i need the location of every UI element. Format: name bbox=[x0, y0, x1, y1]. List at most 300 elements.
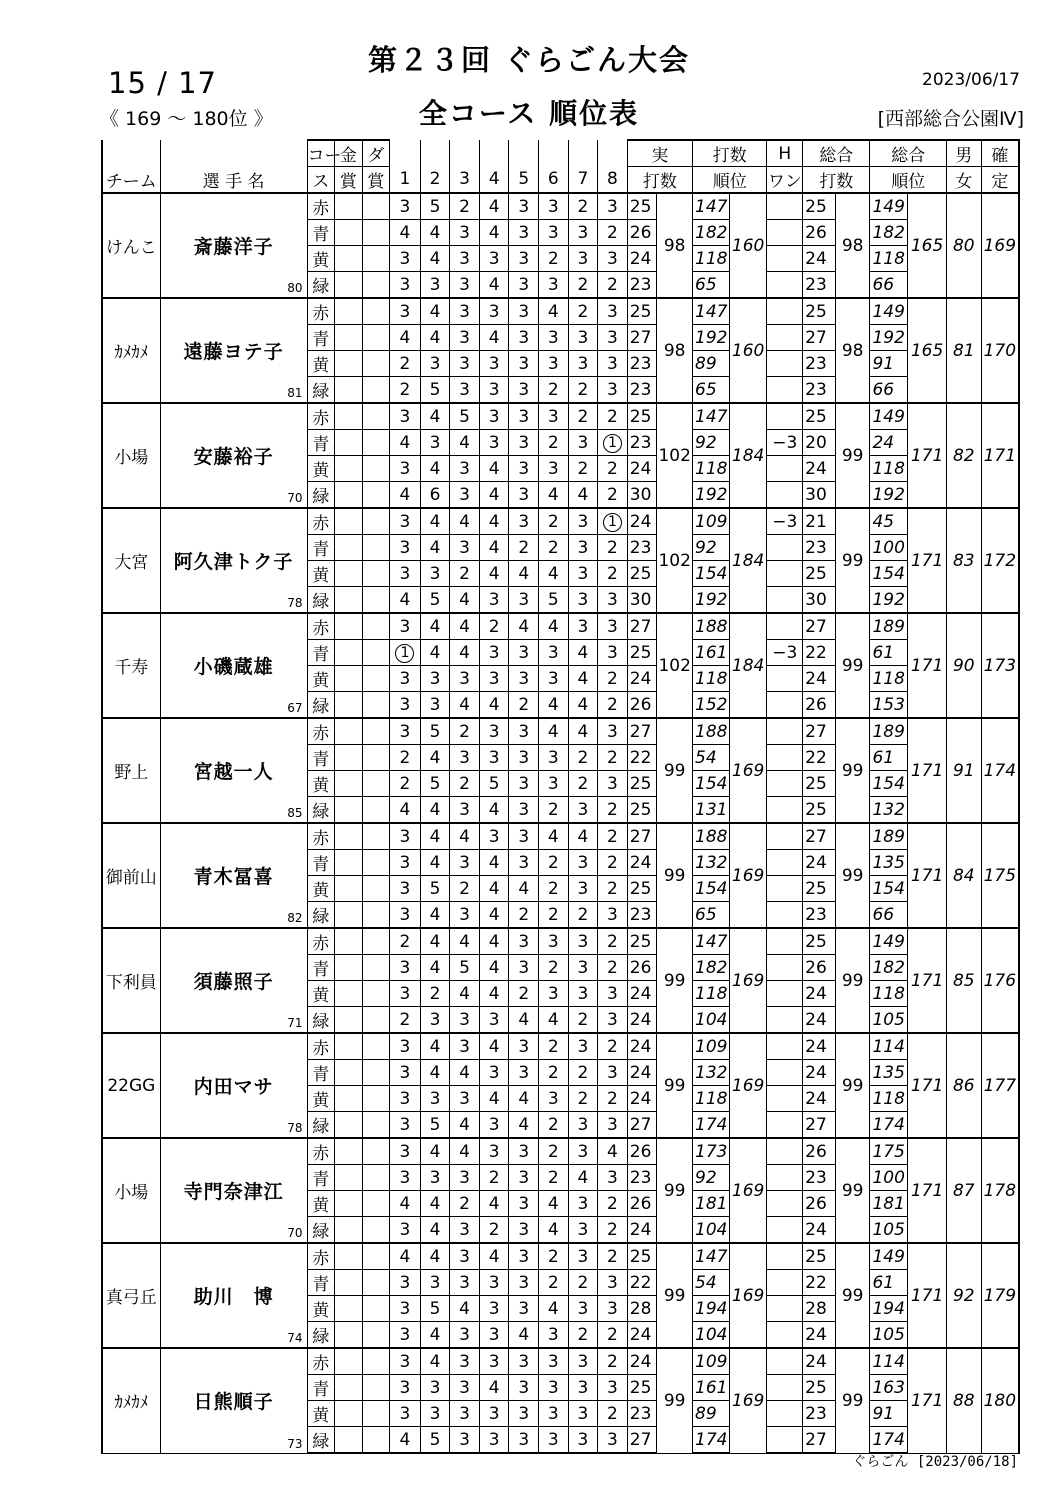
hole-score: 3 bbox=[518, 301, 530, 322]
hole-score: 5 bbox=[459, 406, 470, 427]
hole-score: 3 bbox=[607, 1377, 618, 1398]
hole-8-score bbox=[598, 456, 628, 482]
hole-score: 2 bbox=[607, 563, 618, 584]
player-age: 70 bbox=[287, 491, 303, 505]
course-rank: 54 bbox=[693, 745, 730, 771]
hole-score: 3 bbox=[547, 931, 559, 952]
hole-score: 4 bbox=[518, 1114, 530, 1135]
hole-score: 3 bbox=[399, 1324, 411, 1345]
team-name: ｶﾒｶﾒ bbox=[102, 298, 160, 403]
hole-score: 3 bbox=[518, 668, 530, 689]
hole-score: 3 bbox=[459, 222, 470, 243]
hole-2-score bbox=[420, 351, 450, 377]
hole-score: 4 bbox=[488, 511, 500, 532]
final-rank: 171 bbox=[981, 403, 1019, 508]
course-total-rank: 114 bbox=[870, 1348, 908, 1375]
hole-score: 4 bbox=[577, 721, 589, 742]
total-col-label: 打数 bbox=[803, 167, 870, 194]
hole-score: 4 bbox=[429, 931, 441, 952]
gold-prize bbox=[335, 1112, 363, 1139]
gold-prize bbox=[335, 771, 363, 797]
hole-score: 4 bbox=[429, 904, 441, 925]
hole-5-score bbox=[509, 823, 539, 850]
course-total-rank: 118 bbox=[870, 456, 908, 482]
hole-in-one-bonus bbox=[767, 771, 803, 797]
player-age: 71 bbox=[287, 1016, 303, 1030]
da-prize bbox=[362, 456, 390, 482]
player-name: 宮越一人 bbox=[193, 761, 274, 783]
gold-prize bbox=[335, 876, 363, 902]
hole-score: 3 bbox=[399, 1036, 411, 1057]
hole-score: 3 bbox=[459, 301, 470, 322]
team-name: ｶﾒｶﾒ bbox=[102, 1348, 160, 1453]
da-prize bbox=[362, 1033, 390, 1060]
da-prize bbox=[362, 823, 390, 850]
course-total: 23 bbox=[803, 351, 836, 377]
course-name: 緑 bbox=[307, 482, 335, 509]
hole-2-score bbox=[420, 456, 450, 482]
hole-score: 4 bbox=[399, 1429, 411, 1450]
course-total: 26 bbox=[803, 1191, 836, 1217]
course-rank: 147 bbox=[693, 403, 730, 430]
hole-score: 4 bbox=[488, 983, 500, 1004]
hole-score: 3 bbox=[518, 274, 530, 295]
hole-7-score bbox=[568, 1165, 598, 1191]
hole-2-score bbox=[420, 403, 450, 430]
course-rank: 174 bbox=[693, 1112, 730, 1139]
hole-score: 3 bbox=[399, 1298, 411, 1319]
gold-prize bbox=[335, 535, 363, 561]
course-total: 30 bbox=[803, 482, 836, 509]
hole-score: 3 bbox=[547, 196, 559, 217]
hole-score: 3 bbox=[607, 1167, 618, 1188]
hole-score: 3 bbox=[577, 1429, 589, 1450]
hole-score: 3 bbox=[518, 1219, 530, 1240]
hole-score: 2 bbox=[547, 511, 559, 532]
hole-7-score bbox=[568, 351, 598, 377]
gold-prize bbox=[335, 928, 363, 955]
course-total: 21 bbox=[803, 508, 836, 535]
course-total: 27 bbox=[803, 613, 836, 640]
course-name: 青 bbox=[307, 850, 335, 876]
course-name: 赤 bbox=[307, 1138, 335, 1165]
hole-score: 3 bbox=[429, 1403, 441, 1424]
hole-4-score bbox=[479, 351, 509, 377]
hole-score: 4 bbox=[429, 1141, 441, 1162]
hole-score: 2 bbox=[577, 1062, 589, 1083]
hole-4-score bbox=[479, 955, 509, 981]
hole-4-score bbox=[479, 718, 509, 745]
hole-6-score bbox=[539, 823, 569, 850]
hole-in-one-bonus bbox=[767, 928, 803, 955]
course-subtotal: 24 bbox=[627, 1217, 657, 1244]
gold-prize bbox=[335, 797, 363, 824]
hole-score: 4 bbox=[577, 694, 589, 715]
course-subtotal: 30 bbox=[627, 482, 657, 509]
hole-5-score bbox=[509, 535, 539, 561]
actual-total: 98 bbox=[657, 298, 693, 403]
overall-rank: 171 bbox=[908, 1033, 947, 1138]
course-rank: 147 bbox=[693, 928, 730, 955]
course-subtotal: 27 bbox=[627, 718, 657, 745]
hole-score: 3 bbox=[607, 1009, 618, 1030]
hole-score: 2 bbox=[547, 957, 559, 978]
course-total-rank: 118 bbox=[870, 1086, 908, 1112]
hole-in-one-bonus bbox=[767, 482, 803, 509]
gold-prize bbox=[335, 1243, 363, 1270]
course-name: 緑 bbox=[307, 272, 335, 299]
course-subtotal: 27 bbox=[627, 823, 657, 850]
actual-total: 99 bbox=[657, 1138, 693, 1243]
course-rank: 131 bbox=[693, 797, 730, 824]
hole-score: 5 bbox=[429, 721, 441, 742]
hole-6-score bbox=[539, 1296, 569, 1322]
course-total: 24 bbox=[803, 1033, 836, 1060]
course-total: 24 bbox=[803, 1007, 836, 1034]
hole-score: 3 bbox=[547, 747, 559, 768]
hole-8-score bbox=[598, 1401, 628, 1427]
player-age: 74 bbox=[287, 1331, 303, 1345]
hole-2-score bbox=[420, 1348, 450, 1375]
hole-7-score bbox=[568, 902, 598, 929]
hole-5-score bbox=[509, 1322, 539, 1349]
hole-score: 3 bbox=[429, 1272, 441, 1293]
hole-score: 3 bbox=[399, 878, 411, 899]
course-row bbox=[102, 613, 1019, 640]
gold-prize bbox=[335, 1191, 363, 1217]
gold-prize bbox=[335, 587, 363, 614]
hole-6-header: 6 bbox=[539, 167, 569, 194]
player-name-cell bbox=[160, 928, 307, 1033]
gold-prize bbox=[335, 1296, 363, 1322]
hole-4-score bbox=[479, 1112, 509, 1139]
hole-score: 4 bbox=[547, 484, 559, 505]
hole-5-score bbox=[509, 797, 539, 824]
grand-total: 99 bbox=[835, 613, 870, 718]
course-rank: 65 bbox=[693, 902, 730, 929]
hole-1-score bbox=[390, 1060, 421, 1086]
gender-col-label: 女 bbox=[946, 167, 981, 194]
grand-total: 98 bbox=[835, 193, 870, 298]
hole-score: 3 bbox=[518, 852, 530, 873]
hole-score: 2 bbox=[577, 773, 589, 794]
final-rank: 177 bbox=[981, 1033, 1019, 1138]
hole-7-score bbox=[568, 1270, 598, 1296]
hole-2-score bbox=[420, 1007, 450, 1034]
da-prize bbox=[362, 1217, 390, 1244]
hole-in-one-bonus bbox=[767, 876, 803, 902]
hole-score: 4 bbox=[518, 1324, 530, 1345]
hole-6-score bbox=[539, 876, 569, 902]
hole-5-score bbox=[509, 220, 539, 246]
hole-score: 3 bbox=[488, 668, 500, 689]
hole-score: 2 bbox=[547, 878, 559, 899]
course-row bbox=[102, 1033, 1019, 1060]
hole-3-score bbox=[450, 928, 480, 955]
course-total-rank: 174 bbox=[870, 1427, 908, 1454]
hole-score: 3 bbox=[518, 1298, 530, 1319]
hole-score: 3 bbox=[518, 458, 530, 479]
grand-total: 99 bbox=[835, 718, 870, 823]
hole-score: 3 bbox=[518, 773, 530, 794]
hole-score: 4 bbox=[577, 484, 589, 505]
da-prize bbox=[362, 1060, 390, 1086]
hole-3-score bbox=[450, 613, 480, 640]
hole-5-score bbox=[509, 1138, 539, 1165]
page-number: 15 / 17 bbox=[108, 66, 218, 100]
hole-score: 4 bbox=[488, 1193, 500, 1214]
hole-4-score bbox=[479, 220, 509, 246]
hole-score: 4 bbox=[459, 826, 470, 847]
course-total-rank: 105 bbox=[870, 1217, 908, 1244]
course-rank: 109 bbox=[693, 508, 730, 535]
hole-8-score bbox=[598, 1375, 628, 1401]
course-total: 23 bbox=[803, 1165, 836, 1191]
hole-6-score bbox=[539, 1112, 569, 1139]
team-name: けんこ bbox=[102, 193, 160, 298]
course-rank: 154 bbox=[693, 771, 730, 797]
gold-prize bbox=[335, 640, 363, 666]
hole-8-score bbox=[598, 1217, 628, 1244]
hole-score: 4 bbox=[429, 1193, 441, 1214]
hole-score: 3 bbox=[399, 668, 411, 689]
hole-8-score bbox=[598, 430, 628, 456]
hole-score: 3 bbox=[518, 931, 530, 952]
hole-1-score bbox=[390, 1112, 421, 1139]
actual-total: 99 bbox=[657, 928, 693, 1033]
course-total-rank: 132 bbox=[870, 797, 908, 824]
da-prize bbox=[362, 1296, 390, 1322]
course-total-rank: 149 bbox=[870, 298, 908, 325]
course-subtotal: 24 bbox=[627, 1033, 657, 1060]
course-rank: 65 bbox=[693, 377, 730, 404]
hole-score: 2 bbox=[607, 1324, 618, 1345]
hole-5-score bbox=[509, 613, 539, 640]
hole-4-score bbox=[479, 1375, 509, 1401]
hole-5-score bbox=[509, 1112, 539, 1139]
hole-3-score bbox=[450, 1348, 480, 1375]
hole-score: 3 bbox=[577, 931, 589, 952]
course-subtotal: 26 bbox=[627, 692, 657, 719]
hole-score: 3 bbox=[577, 1219, 589, 1240]
hole-3-score bbox=[450, 1217, 480, 1244]
hole-3-score bbox=[450, 876, 480, 902]
overall-rank: 171 bbox=[908, 823, 947, 928]
hole-4-score bbox=[479, 1086, 509, 1112]
gold-prize bbox=[335, 850, 363, 876]
hole-4-score bbox=[479, 745, 509, 771]
course-rank: 161 bbox=[693, 640, 730, 666]
course-total: 25 bbox=[803, 928, 836, 955]
hole-score: 2 bbox=[399, 353, 411, 374]
final-rank: 170 bbox=[981, 298, 1019, 403]
gender-rank: 80 bbox=[946, 193, 981, 298]
hole-2-score bbox=[420, 246, 450, 272]
overall-rank: 171 bbox=[908, 718, 947, 823]
hole-score: 3 bbox=[607, 589, 618, 610]
hole-score: 3 bbox=[518, 1193, 530, 1214]
course-name: 黄 bbox=[307, 456, 335, 482]
da-prize bbox=[362, 718, 390, 745]
course-name: 青 bbox=[307, 955, 335, 981]
hole-score: 3 bbox=[547, 1403, 559, 1424]
hole-4-score bbox=[479, 1217, 509, 1244]
hole-3-score bbox=[450, 640, 480, 666]
hole-7-score bbox=[568, 771, 598, 797]
da-prize bbox=[362, 1112, 390, 1139]
player-name-cell bbox=[160, 1033, 307, 1138]
hole-4-score bbox=[479, 692, 509, 719]
hole-5-score bbox=[509, 640, 539, 666]
hole-score: 3 bbox=[518, 406, 530, 427]
hole-score: 4 bbox=[547, 1009, 559, 1030]
hole-3-score bbox=[450, 1191, 480, 1217]
hole-score: 4 bbox=[488, 694, 500, 715]
hole-score: 3 bbox=[488, 1062, 500, 1083]
course-total-rank: 154 bbox=[870, 561, 908, 587]
course-name: 赤 bbox=[307, 718, 335, 745]
hole-score: 3 bbox=[399, 1088, 411, 1109]
course-total-rank: 149 bbox=[870, 928, 908, 955]
course-total-rank: 118 bbox=[870, 246, 908, 272]
hole-score: 3 bbox=[518, 747, 530, 768]
hole-score: 3 bbox=[429, 1167, 441, 1188]
course-row bbox=[102, 298, 1019, 325]
hole-4-score bbox=[479, 587, 509, 614]
hole-8-score bbox=[598, 272, 628, 299]
hole-1-score bbox=[390, 1322, 421, 1349]
hole-2-score bbox=[420, 1401, 450, 1427]
hole-8-score bbox=[598, 377, 628, 404]
hole-3-score bbox=[450, 325, 480, 351]
hole-8-header: 8 bbox=[598, 167, 628, 194]
hole-6-score bbox=[539, 1375, 569, 1401]
hole-2-score bbox=[420, 850, 450, 876]
course-rank: 192 bbox=[693, 482, 730, 509]
course-total-rank: 153 bbox=[870, 692, 908, 719]
course-total-rank: 118 bbox=[870, 981, 908, 1007]
course-rank: 118 bbox=[693, 1086, 730, 1112]
hole-4-score bbox=[479, 1138, 509, 1165]
hole-7-score bbox=[568, 640, 598, 666]
hole-score: 3 bbox=[399, 406, 411, 427]
hole-in-one-bonus bbox=[767, 561, 803, 587]
hole-score: 2 bbox=[607, 957, 618, 978]
hole-6-score bbox=[539, 1348, 569, 1375]
hole-4-score bbox=[479, 535, 509, 561]
hole-score: 3 bbox=[399, 301, 411, 322]
hole-7-score bbox=[568, 981, 598, 1007]
hole-score: 4 bbox=[488, 458, 500, 479]
hole-score: 3 bbox=[488, 353, 500, 374]
hole-2-score bbox=[420, 1427, 450, 1454]
hole-score: 5 bbox=[429, 379, 441, 400]
hole-2-score bbox=[420, 692, 450, 719]
course-col-label: ス bbox=[307, 167, 335, 194]
hole-score: 4 bbox=[459, 1298, 470, 1319]
overall-rank: 171 bbox=[908, 928, 947, 1033]
hole-score: 3 bbox=[488, 589, 500, 610]
hole-6-score bbox=[539, 456, 569, 482]
gold-prize bbox=[335, 1322, 363, 1349]
hole-score: 3 bbox=[607, 327, 618, 348]
course-name: 黄 bbox=[307, 1086, 335, 1112]
hole-score: 3 bbox=[399, 694, 411, 715]
hole-score: 3 bbox=[607, 642, 618, 663]
hole-score: 3 bbox=[518, 1062, 530, 1083]
hole-7-score bbox=[568, 1243, 598, 1270]
hole-2-score bbox=[420, 587, 450, 614]
hole-7-score bbox=[568, 850, 598, 876]
hole-3-score bbox=[450, 403, 480, 430]
hole-score: 2 bbox=[547, 1114, 559, 1135]
hole-7-score bbox=[568, 1138, 598, 1165]
hole-score: 3 bbox=[459, 904, 470, 925]
hole-5-score bbox=[509, 587, 539, 614]
hole-score: 3 bbox=[577, 1377, 589, 1398]
hole-4-score bbox=[479, 430, 509, 456]
actual-col-header: 実 bbox=[627, 140, 692, 167]
hole-4-score bbox=[479, 403, 509, 430]
player-age: 82 bbox=[287, 911, 303, 925]
hole-score: 2 bbox=[547, 1167, 559, 1188]
hole-score: 4 bbox=[429, 537, 441, 558]
hole-2-score bbox=[420, 613, 450, 640]
hole-8-score bbox=[598, 613, 628, 640]
hole-1-score bbox=[390, 351, 421, 377]
hole-7-score bbox=[568, 692, 598, 719]
hole-score: 4 bbox=[459, 642, 470, 663]
hole-score: 3 bbox=[488, 826, 500, 847]
hole-score: 3 bbox=[577, 511, 589, 532]
hole-score: 3 bbox=[518, 589, 530, 610]
hole-4-score bbox=[479, 1165, 509, 1191]
course-total: 24 bbox=[803, 1217, 836, 1244]
hole-score: 3 bbox=[518, 196, 530, 217]
hole-5-score bbox=[509, 1165, 539, 1191]
course-subtotal: 24 bbox=[627, 1348, 657, 1375]
hole-in-one-bonus bbox=[767, 955, 803, 981]
hole-score: 4 bbox=[547, 826, 559, 847]
gold-prize bbox=[335, 1138, 363, 1165]
hole-score: 2 bbox=[547, 799, 559, 820]
gold-prize bbox=[335, 1217, 363, 1244]
player-name-cell bbox=[160, 613, 307, 718]
course-total: 24 bbox=[803, 666, 836, 692]
hole-score: 4 bbox=[488, 222, 500, 243]
hole-1-score bbox=[390, 718, 421, 745]
hole-2-score bbox=[420, 902, 450, 929]
rank-col-header: 打数 bbox=[693, 140, 767, 167]
hole-score: 3 bbox=[547, 773, 559, 794]
course-rank: 92 bbox=[693, 1165, 730, 1191]
gold-prize bbox=[335, 1270, 363, 1296]
hole-score: 2 bbox=[577, 1272, 589, 1293]
hole-3-score bbox=[450, 587, 480, 614]
hole-6-score bbox=[539, 1007, 569, 1034]
gold-prize bbox=[335, 1401, 363, 1427]
hole-score: 3 bbox=[459, 1351, 470, 1372]
course-name: 青 bbox=[307, 1060, 335, 1086]
gold-prize bbox=[335, 718, 363, 745]
hole-score: 4 bbox=[459, 1141, 470, 1162]
hole-2-score bbox=[420, 823, 450, 850]
hole-1-header: 1 bbox=[390, 167, 421, 194]
hole-2-score bbox=[420, 377, 450, 404]
hole-7-score bbox=[568, 377, 598, 404]
hole-8-score bbox=[598, 1007, 628, 1034]
hole-in-one-bonus bbox=[767, 193, 803, 220]
